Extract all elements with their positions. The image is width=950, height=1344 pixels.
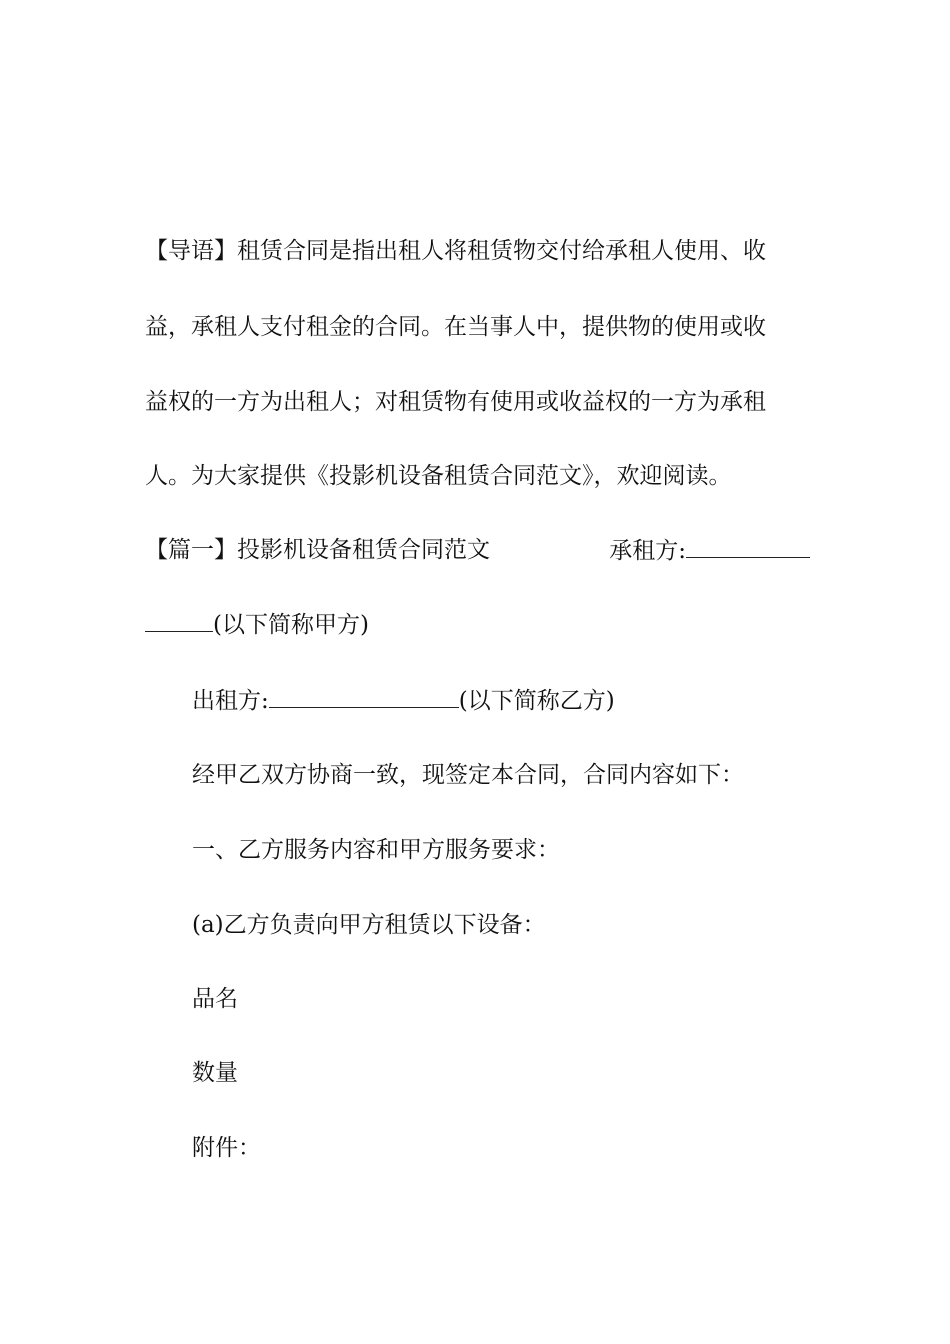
clause-1a: (a)乙方负责向甲方租赁以下设备： [192, 912, 546, 938]
lessee-label: 承租方: [609, 538, 686, 564]
intro-line-1: 【导语】租赁合同是指出租人将租赁物交付给承租人使用、收 [145, 238, 766, 264]
clause-1: 一、乙方服务内容和甲方服务要求： [192, 837, 560, 863]
item-attachments: 附件： [192, 1135, 261, 1161]
item-name: 品名 [192, 986, 238, 1012]
lessee-continuation [145, 609, 810, 640]
lessor-label: 出租方: [192, 688, 269, 714]
item-quantity: 数量 [192, 1060, 238, 1086]
lessee-blank-line [686, 535, 810, 558]
lessee-field [609, 535, 810, 566]
lessor-blank-line [269, 685, 459, 708]
intro-line-3: 益权的一方为出租人；对租赁物有使用或收益权的一方为承租 [145, 389, 766, 415]
section-heading-row [145, 535, 810, 566]
lessee-suffix: (以下简称甲方) [213, 612, 369, 638]
lessor-suffix: (以下简称乙方) [458, 688, 615, 714]
agreement-line: 经甲乙双方协商一致，现签定本合同，合同内容如下： [192, 762, 744, 788]
lessor-field [192, 685, 857, 716]
intro-line-2: 益，承租人支付租金的合同。在当事人中，提供物的使用或收 [145, 314, 766, 340]
intro-line-4: 人。为大家提供《投影机设备租赁合同范文》，欢迎阅读。 [145, 463, 732, 489]
section-heading: 【篇一】投影机设备租赁合同范文 [145, 537, 490, 563]
lessee-blank-line-continued [145, 609, 213, 632]
